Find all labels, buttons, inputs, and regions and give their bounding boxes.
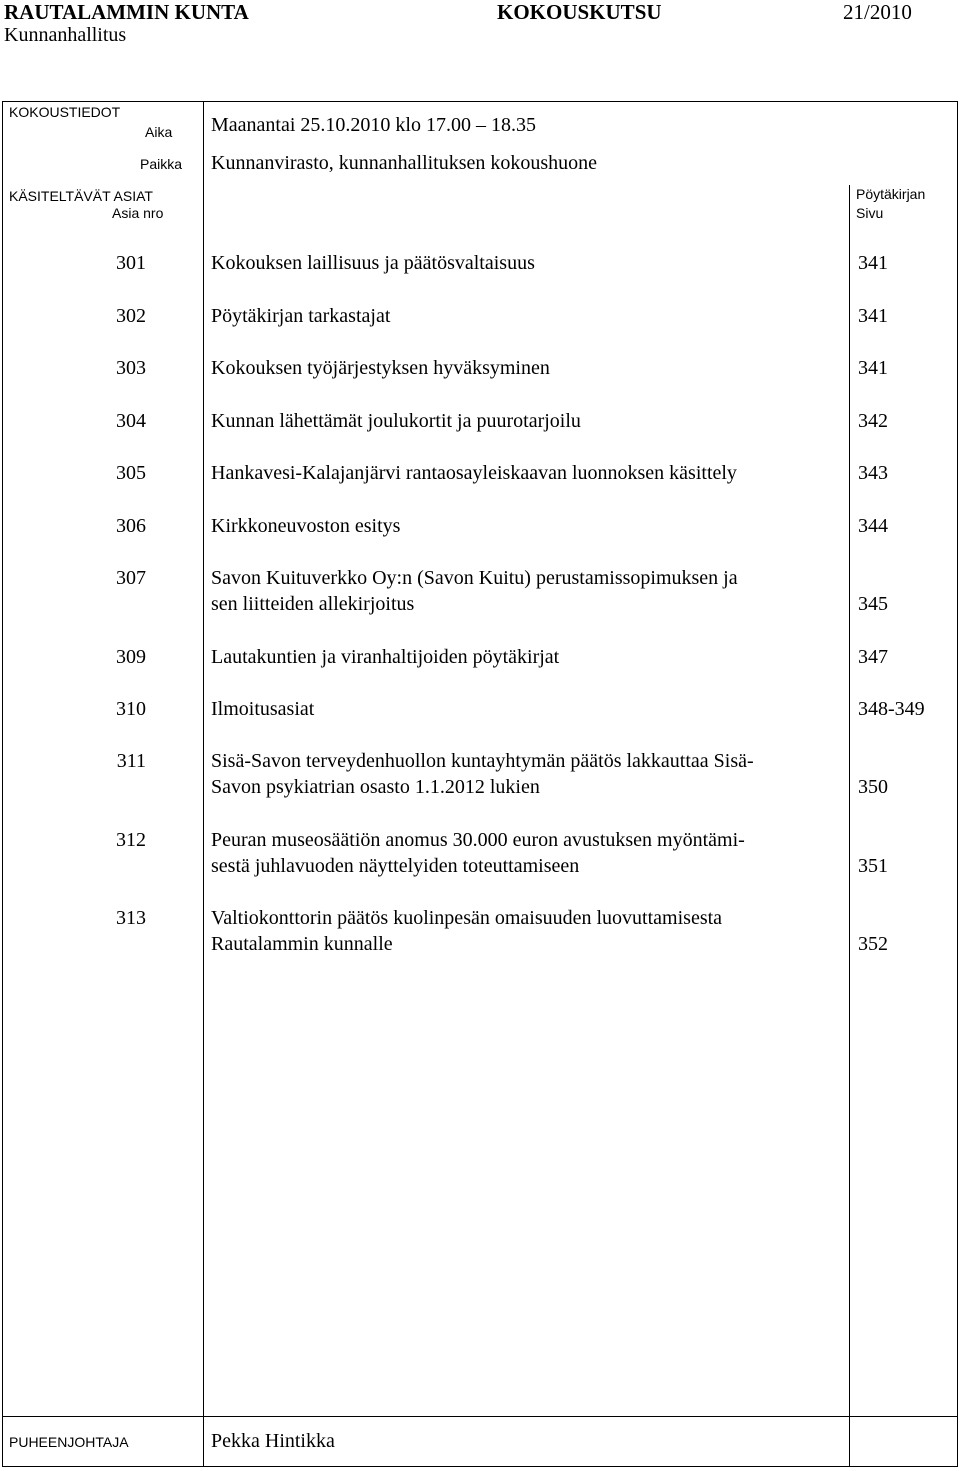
item-page: 342: [858, 410, 888, 432]
municipality-name: RAUTALAMMIN KUNTA: [4, 0, 249, 24]
item-page: 341: [858, 357, 888, 379]
document-number: 21/2010: [843, 0, 912, 24]
item-title: Savon Kuituverkko Oy:n (Savon Kuitu) perustamissopimuksen ja: [211, 567, 738, 589]
item-number: 306: [116, 515, 146, 537]
item-page: 341: [858, 305, 888, 327]
item-number: 310: [116, 698, 146, 720]
item-title: Ilmoitusasiat: [211, 698, 315, 720]
item-page: 350: [858, 776, 888, 798]
item-title: Kokouksen työjärjestyksen hyväksyminen: [211, 357, 550, 379]
item-title: Valtiokonttorin päätös kuolinpesän omaisuuden luovuttamisesta: [211, 907, 723, 929]
minutes-label: Pöytäkirjan: [856, 186, 926, 202]
place-label: Paikka: [140, 156, 183, 172]
item-page: 344: [858, 515, 888, 537]
item-title-continued: Rautalammin kunnalle: [211, 933, 393, 955]
meeting-time: Maanantai 25.10.2010 klo 17.00 – 18.35: [211, 114, 536, 136]
agenda-section-label: KÄSITELTÄVÄT ASIAT: [9, 188, 153, 204]
chair-label: PUHEENJOHTAJA: [9, 1434, 129, 1450]
column-divider-left: [203, 101, 204, 1467]
time-label: Aika: [145, 124, 173, 140]
item-title-continued: sestä juhlavuoden näyttelyiden toteuttamiseen: [211, 855, 580, 877]
item-number: 303: [116, 357, 146, 379]
page-label: Sivu: [856, 205, 884, 221]
item-page: 351: [858, 855, 888, 877]
meeting-place: Kunnanvirasto, kunnanhallituksen kokoushuone: [211, 152, 598, 174]
item-number: 307: [116, 567, 146, 589]
item-number: 309: [116, 646, 146, 668]
item-title: Kunnan lähettämät joulukortit ja puurotarjoilu: [211, 410, 581, 432]
item-number: 311: [116, 750, 146, 772]
item-page: 343: [858, 462, 888, 484]
item-number: 302: [116, 305, 146, 327]
item-number: 305: [116, 462, 146, 484]
item-page: 352: [858, 933, 888, 955]
item-number: 301: [116, 252, 146, 274]
item-page: 347: [858, 646, 888, 668]
item-title: Peuran museosäätiön anomus 30.000 euron avustuksen myöntämi-: [211, 829, 745, 851]
chair-name: Pekka Hintikka: [211, 1430, 335, 1452]
meeting-section-label: KOKOUSTIEDOT: [9, 104, 121, 120]
item-page: 348-349: [858, 698, 925, 720]
item-title: Hankavesi-Kalajanjärvi rantaosayleiskaavan luonnoksen käsittely: [211, 462, 737, 484]
item-number: 313: [116, 907, 146, 929]
item-number: 304: [116, 410, 146, 432]
item-page: 341: [858, 252, 888, 274]
item-title: Sisä-Savon terveydenhuollon kuntayhtymän päätös lakkauttaa Sisä-: [211, 750, 754, 772]
item-title-continued: sen liitteiden allekirjoitus: [211, 593, 415, 615]
agenda-number-label: Asia nro: [112, 205, 164, 221]
item-title: Lautakuntien ja viranhaltijoiden pöytäkirjat: [211, 646, 560, 668]
item-title-continued: Savon psykiatrian osasto 1.1.2012 lukien: [211, 776, 540, 798]
item-title: Kirkkoneuvoston esitys: [211, 515, 401, 537]
document-type: KOKOUSKUTSU: [497, 0, 662, 24]
item-page: 345: [858, 593, 888, 615]
item-title: Kokouksen laillisuus ja päätösvaltaisuus: [211, 252, 535, 274]
governing-body: Kunnanhallitus: [4, 24, 127, 46]
footer-divider: [2, 1416, 958, 1417]
item-title: Pöytäkirjan tarkastajat: [211, 305, 391, 327]
column-divider-right: [849, 185, 850, 1467]
item-number: 312: [116, 829, 146, 851]
